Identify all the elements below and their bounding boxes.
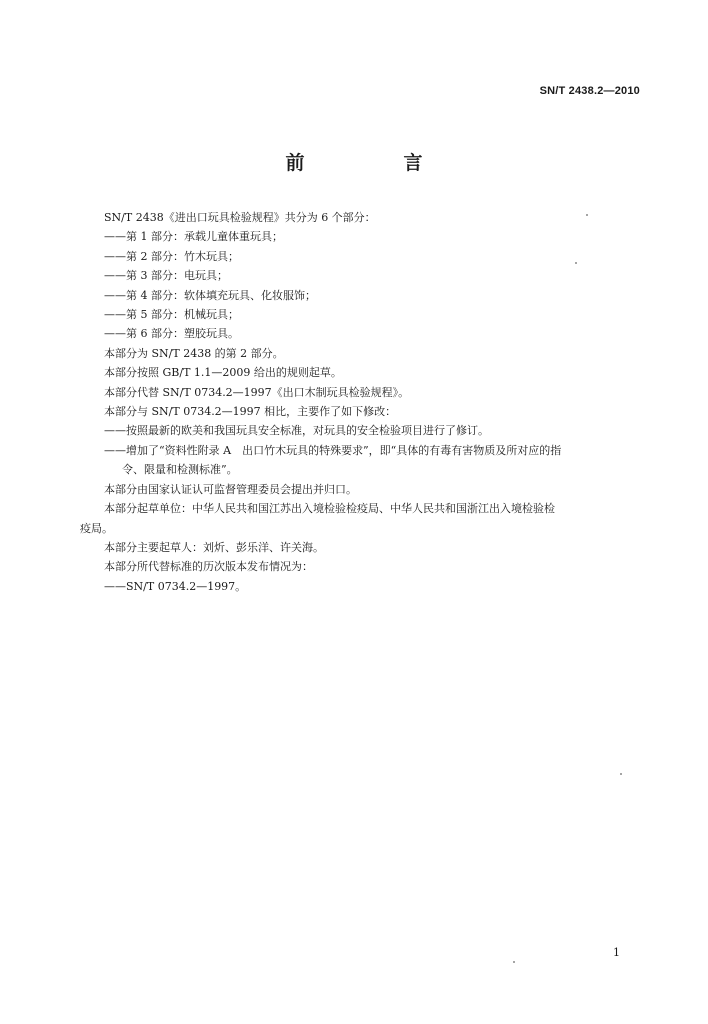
scan-speck <box>513 961 515 963</box>
list-item: ——按照最新的欧美和我国玩具安全标准，对玩具的安全检验项目进行了修订。 <box>104 424 489 438</box>
scan-speck <box>620 773 622 775</box>
page-title: 前 言 <box>285 152 463 174</box>
paragraph-line: 本部分与 SN/T 0734.2—1997 相比，主要作了如下修改： <box>104 405 397 419</box>
list-item: ——第 1 部分：承载儿童体重玩具； <box>104 230 283 244</box>
paragraph-line: 本部分代替 SN/T 0734.2—1997《出口木制玩具检验规程》。 <box>104 385 410 399</box>
list-item: ——第 6 部分：塑胶玩具。 <box>104 327 239 341</box>
foreword-body <box>82 208 638 596</box>
list-item: ——SN/T 0734.2—1997。 <box>104 579 247 593</box>
list-item: ——增加了“资料性附录 A 出口竹木玩具的特殊要求”，即“具体的有毒有害物质及所对应的指 <box>104 443 562 457</box>
paragraph-line: 本部分起草单位：中华人民共和国江苏出入境检验检疫局、中华人民共和国浙江出入境检验检 <box>104 502 555 516</box>
list-item: ——第 5 部分：机械玩具； <box>104 308 239 322</box>
standard-code: SN/T 2438.2—2010 <box>539 85 640 97</box>
list-item-continuation: 令、限量和检测标准”。 <box>122 463 238 477</box>
page-number: 1 <box>613 946 620 959</box>
scan-speck <box>586 214 588 216</box>
list-item: ——第 2 部分：竹木玩具； <box>104 249 239 263</box>
list-item: ——第 4 部分：软体填充玩具、化妆服饰； <box>104 288 316 302</box>
paragraph-line: 本部分为 SN/T 2438 的第 2 部分。 <box>104 346 284 360</box>
paragraph-line: 本部分由国家认证认可监督管理委员会提出并归口。 <box>104 482 357 496</box>
paragraph-line: SN/T 2438《进出口玩具检验规程》共分为 6 个部分： <box>104 211 376 224</box>
list-item: ——第 3 部分：电玩具； <box>104 269 228 283</box>
paragraph-continuation: 疫局。 <box>80 521 113 535</box>
paragraph-line: 本部分所代替标准的历次版本发布情况为： <box>104 560 313 574</box>
paragraph-line: 本部分按照 GB/T 1.1—2009 给出的规则起草。 <box>104 366 342 380</box>
scan-speck <box>575 262 577 264</box>
paragraph-line: 本部分主要起草人：刘炘、彭乐洋、许关海。 <box>104 540 324 554</box>
